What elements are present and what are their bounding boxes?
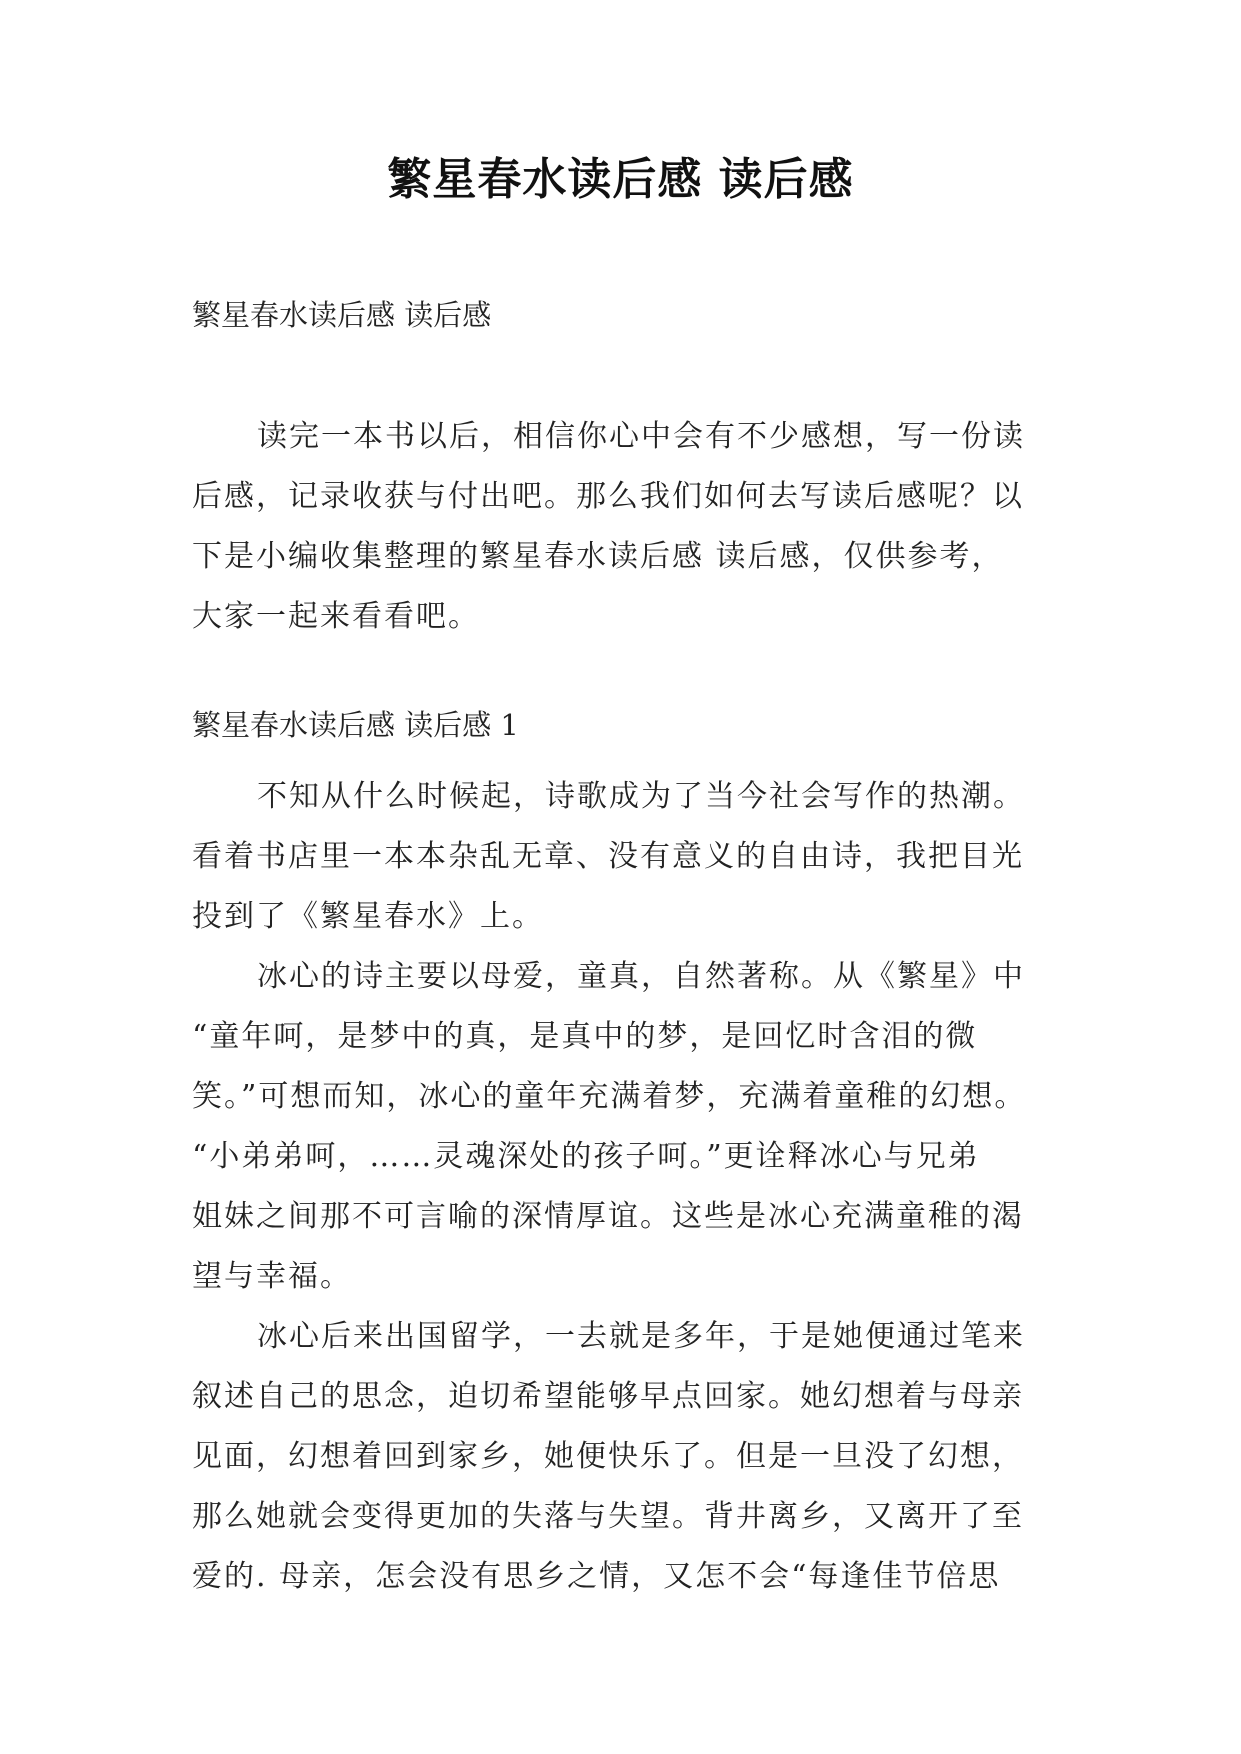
para3-line-4: 那么她就会变得更加的失落与失望。背井离乡，又离开了至 [192,1499,1024,1534]
intro-line-2: 后感，记录收获与付出吧。那么我们如何去写读后感呢？以 [192,479,1024,514]
para2-line-2: “童年呵，是梦中的真，是真中的梦，是回忆时含泪的微 [192,1019,978,1054]
section-heading-1: 繁星春水读后感 读后感 1 [192,708,519,742]
para2-line-3: 笑。”可想而知，冰心的童年充满着梦，充满着童稚的幻想。 [192,1079,1027,1114]
intro-line-3: 下是小编收集整理的繁星春水读后感 读后感，仅供参考， [192,539,1004,574]
document-subtitle: 繁星春水读后感 读后感 [192,298,492,332]
para1-line-2: 看着书店里一本本杂乱无章、没有意义的自由诗，我把目光 [192,839,1024,874]
para2-line-5: 姐妹之间那不可言喻的深情厚谊。这些是冰心充满童稚的渴 [192,1199,1024,1234]
para3-line-2: 叙述自己的思念，迫切希望能够早点回家。她幻想着与母亲 [192,1379,1024,1414]
intro-line-1: 读完一本书以后，相信你心中会有不少感想，写一份读 [257,419,1025,454]
para2-line-6: 望与幸福。 [192,1259,352,1294]
para3-line-5: 爱的. 母亲，怎会没有思乡之情，又怎不会“每逢佳节倍思 [192,1559,1001,1594]
para3-line-3: 见面，幻想着回到家乡，她便快乐了。但是一旦没了幻想， [192,1439,1024,1474]
para1-line-1: 不知从什么时候起，诗歌成为了当今社会写作的热潮。 [257,779,1025,814]
para3-line-1: 冰心后来出国留学，一去就是多年，于是她便通过笔来 [257,1319,1025,1354]
para2-line-4: “小弟弟呵，……灵魂深处的孩子呵。”更诠释冰心与兄弟 [192,1139,980,1174]
intro-line-4: 大家一起来看看吧。 [192,599,480,634]
document-title: 繁星春水读后感 读后感 [387,154,854,205]
para1-line-3: 投到了《繁星春水》上。 [192,899,544,934]
para2-line-1: 冰心的诗主要以母爱，童真，自然著称。从《繁星》中 [257,959,1025,994]
